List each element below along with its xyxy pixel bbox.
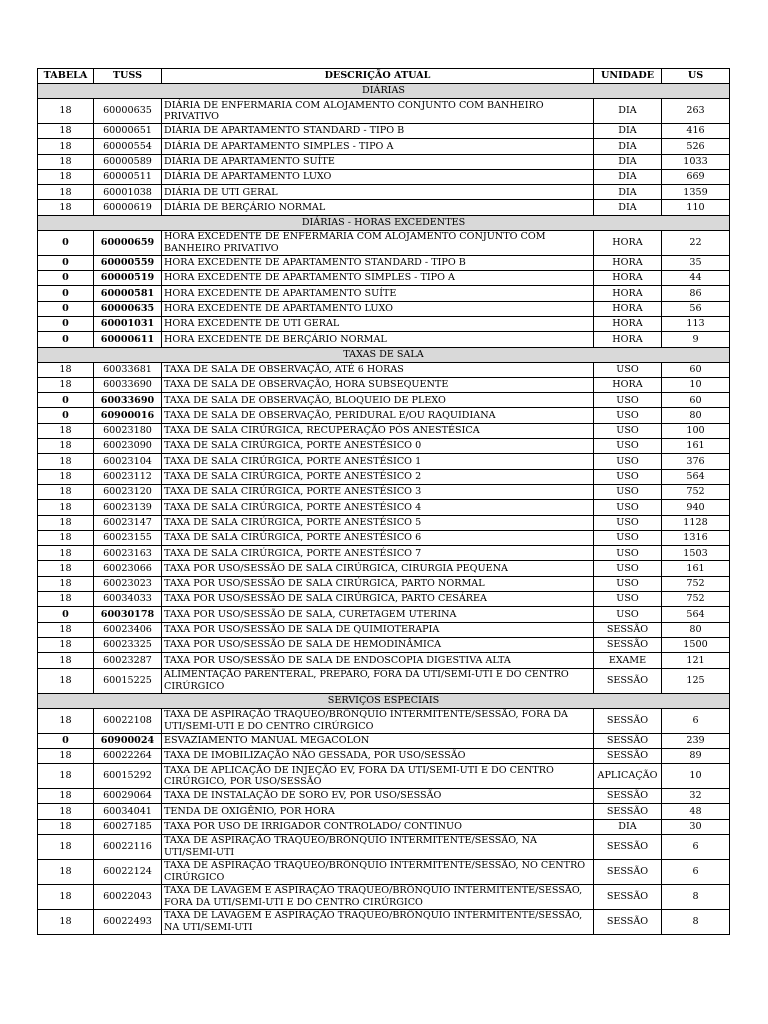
table-row [38, 819, 730, 834]
section-header-row [38, 347, 730, 362]
cell-us: 56 [662, 301, 730, 316]
cell-descricao: TAXA POR USO/SESSÃO DE SALA DE ENDOSCOPIA DIGESTIVA ALTA [162, 653, 594, 668]
cell-descricao: ESVAZIAMENTO MANUAL MEGACOLON [162, 733, 594, 748]
cell-tuss: 60023066 [94, 561, 162, 576]
cell-descricao: DIÁRIA DE ENFERMARIA COM ALOJAMENTO CONJUNTO COM BANHEIRO PRIVATIVO [162, 99, 594, 124]
table-row [38, 99, 730, 124]
cell-unidade: SESSÃO [594, 733, 662, 748]
cell-unidade: USO [594, 576, 662, 591]
table-row [38, 469, 730, 484]
cell-tuss: 60023120 [94, 484, 162, 499]
cell-descricao: DIÁRIA DE APARTAMENTO SIMPLES - TIPO A [162, 139, 594, 154]
cell-descricao: TAXA DE LAVAGEM E ASPIRAÇÃO TRAQUEO/BRÔNQUIO INTERMITENTE/SESSÃO, NA UTI/SEMI-UTI [162, 909, 594, 934]
cell-unidade: SESSÃO [594, 622, 662, 637]
cell-unidade: USO [594, 515, 662, 530]
cell-tuss: 60000635 [94, 99, 162, 124]
cell-tuss: 60034041 [94, 804, 162, 819]
cell-us: 564 [662, 469, 730, 484]
table-row [38, 607, 730, 622]
table-row [38, 393, 730, 408]
cell-tuss: 60033681 [94, 362, 162, 377]
cell-tuss: 60000611 [94, 332, 162, 347]
table-row [38, 530, 730, 545]
table-row [38, 124, 730, 139]
cell-descricao: TAXA DE ASPIRAÇÃO TRAQUEO/BRÔNQUIO INTERMITENTE/SESSÃO, FORA DA UTI/SEMI-UTI E DO CENTRO CIRÚRGICO [162, 708, 594, 733]
cell-tuss: 60030178 [94, 607, 162, 622]
header-us: US [662, 69, 730, 84]
cell-tabela: 0 [38, 607, 94, 622]
cell-tuss: 60029064 [94, 789, 162, 804]
cell-tabela: 18 [38, 592, 94, 607]
cell-us: 564 [662, 607, 730, 622]
cell-tabela: 0 [38, 271, 94, 286]
cell-descricao: TAXA DE SALA DE OBSERVAÇÃO, PERIDURAL E/OU RAQUIDIANA [162, 408, 594, 423]
cell-tabela: 18 [38, 653, 94, 668]
cell-tuss: 60023090 [94, 439, 162, 454]
cell-descricao: TAXA POR USO/SESSÃO DE SALA DE QUIMIOTERAPIA [162, 622, 594, 637]
cell-us: 526 [662, 139, 730, 154]
cell-descricao: TAXA DE ASPIRAÇÃO TRAQUEO/BRÔNQUIO INTERMITENTE/SESSÃO, NA UTI/SEMI-UTI [162, 834, 594, 859]
cell-unidade: SESSÃO [594, 909, 662, 934]
table-row [38, 834, 730, 859]
cell-descricao: TAXA POR USO/SESSÃO DE SALA DE HEMODINÂMICA [162, 637, 594, 652]
section-header-row [38, 693, 730, 708]
cell-descricao: DIÁRIA DE APARTAMENTO STANDARD - TIPO B [162, 124, 594, 139]
cell-tabela: 18 [38, 804, 94, 819]
table-row [38, 748, 730, 763]
cell-tabela: 0 [38, 301, 94, 316]
cell-unidade: USO [594, 530, 662, 545]
cell-descricao: TAXA DE SALA CIRÚRGICA, PORTE ANESTÉSICO 5 [162, 515, 594, 530]
cell-descricao: HORA EXCEDENTE DE APARTAMENTO SUÍTE [162, 286, 594, 301]
table-row [38, 169, 730, 184]
header-tuss: TUSS [94, 69, 162, 84]
cell-unidade: HORA [594, 286, 662, 301]
cell-us: 60 [662, 393, 730, 408]
cell-us: 60 [662, 362, 730, 377]
cell-unidade: EXAME [594, 653, 662, 668]
table-row [38, 316, 730, 331]
cell-descricao: TAXA DE SALA DE OBSERVAÇÃO, ATÉ 6 HORAS [162, 362, 594, 377]
cell-us: 161 [662, 561, 730, 576]
cell-tuss: 60000589 [94, 154, 162, 169]
cell-tabela: 0 [38, 733, 94, 748]
cell-unidade: USO [594, 469, 662, 484]
cell-unidade: SESSÃO [594, 668, 662, 693]
cell-us: 1503 [662, 546, 730, 561]
table-row [38, 804, 730, 819]
table-row [38, 484, 730, 499]
cell-us: 80 [662, 408, 730, 423]
table-row [38, 592, 730, 607]
cell-tuss: 60000511 [94, 169, 162, 184]
cell-descricao: TAXA DE SALA DE OBSERVAÇÃO, HORA SUBSEQUENTE [162, 377, 594, 392]
cell-us: 10 [662, 764, 730, 789]
cell-tabela: 18 [38, 834, 94, 859]
cell-tuss: 60022043 [94, 884, 162, 909]
cell-descricao: TAXA DE IMOBILIZAÇÃO NÃO GESSADA, POR USO/SESSÃO [162, 748, 594, 763]
table-row [38, 653, 730, 668]
section-title: DIÁRIAS [38, 84, 730, 99]
cell-us: 10 [662, 377, 730, 392]
table-row [38, 884, 730, 909]
table-row [38, 185, 730, 200]
cell-unidade: USO [594, 592, 662, 607]
cell-us: 35 [662, 255, 730, 270]
cell-tabela: 18 [38, 546, 94, 561]
cell-unidade: HORA [594, 377, 662, 392]
table-row [38, 708, 730, 733]
table-row [38, 909, 730, 934]
cell-tuss: 60023147 [94, 515, 162, 530]
cell-descricao: TAXA DE APLICAÇÃO DE INJEÇÃO EV, FORA DA UTI/SEMI-UTI E DO CENTRO CIRÚRGICO, POR USO/SESSÃO [162, 764, 594, 789]
cell-descricao: TAXA DE SALA CIRÚRGICA, PORTE ANESTÉSICO 1 [162, 454, 594, 469]
table-row [38, 515, 730, 530]
cell-tuss: 60001031 [94, 316, 162, 331]
cell-tuss: 60900024 [94, 733, 162, 748]
cell-tabela: 18 [38, 884, 94, 909]
cell-descricao: TAXA POR USO/SESSÃO DE SALA CIRÚRGICA, PARTO NORMAL [162, 576, 594, 591]
cell-us: 1128 [662, 515, 730, 530]
cell-tabela: 18 [38, 439, 94, 454]
cell-tabela: 18 [38, 362, 94, 377]
table-row [38, 286, 730, 301]
cell-descricao: HORA EXCEDENTE DE APARTAMENTO STANDARD - TIPO B [162, 255, 594, 270]
cell-tabela: 18 [38, 423, 94, 438]
section-title: DIÁRIAS - HORAS EXCEDENTES [38, 215, 730, 230]
table-row [38, 139, 730, 154]
cell-tuss: 60023139 [94, 500, 162, 515]
cell-tabela: 18 [38, 819, 94, 834]
cell-tabela: 18 [38, 484, 94, 499]
table-row [38, 200, 730, 215]
cell-unidade: SESSÃO [594, 804, 662, 819]
cell-tuss: 60023104 [94, 454, 162, 469]
table-row [38, 668, 730, 693]
table-row [38, 423, 730, 438]
cell-us: 1033 [662, 154, 730, 169]
cell-unidade: SESSÃO [594, 834, 662, 859]
cell-tuss: 60022493 [94, 909, 162, 934]
header-descricao: DESCRIÇÃO ATUAL [162, 69, 594, 84]
cell-unidade: HORA [594, 301, 662, 316]
cell-us: 9 [662, 332, 730, 347]
cell-tabela: 18 [38, 859, 94, 884]
cell-us: 110 [662, 200, 730, 215]
table-row [38, 230, 730, 255]
cell-us: 113 [662, 316, 730, 331]
section-title: TAXAS DE SALA [38, 347, 730, 362]
cell-tabela: 0 [38, 255, 94, 270]
cell-tuss: 60015225 [94, 668, 162, 693]
cell-tabela: 18 [38, 454, 94, 469]
cell-us: 22 [662, 230, 730, 255]
cell-tuss: 60022124 [94, 859, 162, 884]
cell-unidade: HORA [594, 230, 662, 255]
cell-us: 8 [662, 909, 730, 934]
cell-tabela: 18 [38, 764, 94, 789]
table-row [38, 733, 730, 748]
cell-us: 86 [662, 286, 730, 301]
cell-tabela: 0 [38, 316, 94, 331]
cell-tuss: 60023287 [94, 653, 162, 668]
cell-unidade: USO [594, 362, 662, 377]
table-row [38, 637, 730, 652]
cell-us: 100 [662, 423, 730, 438]
cell-descricao: TAXA POR USO/SESSÃO DE SALA, CURETAGEM UTERINA [162, 607, 594, 622]
cell-us: 44 [662, 271, 730, 286]
cell-unidade: SESSÃO [594, 859, 662, 884]
cell-tabela: 18 [38, 99, 94, 124]
table-row [38, 439, 730, 454]
cell-tabela: 18 [38, 576, 94, 591]
cell-tuss: 60034033 [94, 592, 162, 607]
cell-tabela: 18 [38, 185, 94, 200]
cell-tabela: 18 [38, 169, 94, 184]
table-row [38, 332, 730, 347]
cell-descricao: TAXA POR USO DE IRRIGADOR CONTROLADO/ CONTINUO [162, 819, 594, 834]
cell-unidade: DIA [594, 200, 662, 215]
cell-tuss: 60023180 [94, 423, 162, 438]
cell-tuss: 60033690 [94, 377, 162, 392]
cell-tuss: 60000519 [94, 271, 162, 286]
cell-unidade: HORA [594, 316, 662, 331]
table-row [38, 154, 730, 169]
cell-unidade: SESSÃO [594, 708, 662, 733]
cell-tuss: 60023406 [94, 622, 162, 637]
table-row [38, 561, 730, 576]
cell-tuss: 60000559 [94, 255, 162, 270]
cell-descricao: TAXA DE LAVAGEM E ASPIRAÇÃO TRAQUEO/BRÔNQUIO INTERMITENTE/SESSÃO, FORA DA UTI/SEMI-UTI E DO CENTRO CIRÚRGICO [162, 884, 594, 909]
cell-unidade: USO [594, 423, 662, 438]
cell-unidade: SESSÃO [594, 748, 662, 763]
table-row [38, 362, 730, 377]
cell-unidade: DIA [594, 169, 662, 184]
cell-unidade: USO [594, 393, 662, 408]
cell-tuss: 60033690 [94, 393, 162, 408]
cell-us: 1316 [662, 530, 730, 545]
cell-tabela: 18 [38, 909, 94, 934]
cell-tabela: 18 [38, 708, 94, 733]
cell-tabela: 0 [38, 230, 94, 255]
cell-unidade: DIA [594, 99, 662, 124]
cell-descricao: TAXA DE SALA CIRÚRGICA, PORTE ANESTÉSICO 4 [162, 500, 594, 515]
cell-unidade: HORA [594, 271, 662, 286]
table-row [38, 622, 730, 637]
cell-us: 376 [662, 454, 730, 469]
cell-tabela: 18 [38, 200, 94, 215]
cell-us: 48 [662, 804, 730, 819]
cell-unidade: USO [594, 484, 662, 499]
cell-unidade: DIA [594, 819, 662, 834]
cell-unidade: USO [594, 439, 662, 454]
cell-tabela: 18 [38, 124, 94, 139]
table-row [38, 764, 730, 789]
cell-descricao: HORA EXCEDENTE DE ENFERMARIA COM ALOJAMENTO CONJUNTO COM BANHEIRO PRIVATIVO [162, 230, 594, 255]
section-header-row [38, 84, 730, 99]
cell-unidade: DIA [594, 154, 662, 169]
cell-unidade: USO [594, 500, 662, 515]
cell-tuss: 60023325 [94, 637, 162, 652]
cell-us: 239 [662, 733, 730, 748]
cell-unidade: USO [594, 454, 662, 469]
cell-tuss: 60900016 [94, 408, 162, 423]
cell-unidade: USO [594, 607, 662, 622]
cell-tabela: 0 [38, 408, 94, 423]
cell-tabela: 0 [38, 286, 94, 301]
section-header-row [38, 215, 730, 230]
cell-tuss: 60027185 [94, 819, 162, 834]
cell-unidade: USO [594, 546, 662, 561]
cell-tuss: 60001038 [94, 185, 162, 200]
cell-us: 263 [662, 99, 730, 124]
cell-tuss: 60000659 [94, 230, 162, 255]
cell-descricao: TAXA POR USO/SESSÃO DE SALA CIRÚRGICA, CIRURGIA PEQUENA [162, 561, 594, 576]
cell-descricao: TENDA DE OXIGÊNIO, POR HORA [162, 804, 594, 819]
cell-tabela: 18 [38, 154, 94, 169]
section-title: SERVIÇOS ESPECIAIS [38, 693, 730, 708]
cell-us: 32 [662, 789, 730, 804]
table-row [38, 255, 730, 270]
cell-unidade: SESSÃO [594, 884, 662, 909]
cell-descricao: TAXA DE SALA CIRÚRGICA, PORTE ANESTÉSICO 2 [162, 469, 594, 484]
cell-tabela: 0 [38, 393, 94, 408]
cell-descricao: TAXA DE SALA CIRÚRGICA, PORTE ANESTÉSICO 0 [162, 439, 594, 454]
cell-descricao: DIÁRIA DE APARTAMENTO LUXO [162, 169, 594, 184]
cell-us: 121 [662, 653, 730, 668]
table-row [38, 271, 730, 286]
cell-tabela: 18 [38, 500, 94, 515]
cell-tabela: 18 [38, 561, 94, 576]
cell-tuss: 60000581 [94, 286, 162, 301]
cell-us: 752 [662, 592, 730, 607]
cell-us: 752 [662, 576, 730, 591]
cell-us: 89 [662, 748, 730, 763]
cell-descricao: DIÁRIA DE BERÇÁRIO NORMAL [162, 200, 594, 215]
cell-unidade: HORA [594, 255, 662, 270]
cell-tuss: 60000651 [94, 124, 162, 139]
cell-tabela: 18 [38, 377, 94, 392]
cell-unidade: DIA [594, 185, 662, 200]
table-row [38, 377, 730, 392]
cell-descricao: HORA EXCEDENTE DE APARTAMENTO LUXO [162, 301, 594, 316]
cell-unidade: DIA [594, 139, 662, 154]
table-row [38, 576, 730, 591]
cell-tabela: 18 [38, 139, 94, 154]
cell-descricao: DIÁRIA DE APARTAMENTO SUÍTE [162, 154, 594, 169]
cell-us: 1359 [662, 185, 730, 200]
cell-descricao: TAXA DE INSTALAÇÃO DE SORO EV, POR USO/SESSÃO [162, 789, 594, 804]
cell-descricao: TAXA DE SALA DE OBSERVAÇÃO, BLOQUEIO DE PLEXO [162, 393, 594, 408]
cell-tabela: 18 [38, 530, 94, 545]
header-tabela: TABELA [38, 69, 94, 84]
table-row [38, 301, 730, 316]
cell-unidade: SESSÃO [594, 789, 662, 804]
cell-tuss: 60000619 [94, 200, 162, 215]
cell-tuss: 60000554 [94, 139, 162, 154]
table-row [38, 408, 730, 423]
cell-unidade: USO [594, 408, 662, 423]
cell-us: 8 [662, 884, 730, 909]
cell-tuss: 60000635 [94, 301, 162, 316]
cell-us: 940 [662, 500, 730, 515]
cell-descricao: ALIMENTAÇÃO PARENTERAL, PREPARO, FORA DA UTI/SEMI-UTI E DO CENTRO CIRÚRGICO [162, 668, 594, 693]
cell-us: 125 [662, 668, 730, 693]
cell-tabela: 18 [38, 748, 94, 763]
cell-tabela: 0 [38, 332, 94, 347]
cell-tabela: 18 [38, 668, 94, 693]
table-row [38, 500, 730, 515]
cell-tabela: 18 [38, 622, 94, 637]
cell-descricao: TAXA DE SALA CIRÚRGICA, PORTE ANESTÉSICO 3 [162, 484, 594, 499]
cell-unidade: APLICAÇÃO [594, 764, 662, 789]
cell-descricao: TAXA DE SALA CIRÚRGICA, RECUPERAÇÃO PÓS ANESTÉSICA [162, 423, 594, 438]
cell-us: 6 [662, 834, 730, 859]
cell-us: 752 [662, 484, 730, 499]
cell-tabela: 18 [38, 469, 94, 484]
cell-us: 1500 [662, 637, 730, 652]
cell-unidade: USO [594, 561, 662, 576]
table-row [38, 789, 730, 804]
table-row [38, 546, 730, 561]
cell-us: 30 [662, 819, 730, 834]
cell-tuss: 60022108 [94, 708, 162, 733]
table-row [38, 859, 730, 884]
cell-descricao: HORA EXCEDENTE DE APARTAMENTO SIMPLES - TIPO A [162, 271, 594, 286]
cell-us: 669 [662, 169, 730, 184]
cell-tuss: 60022264 [94, 748, 162, 763]
table-body [38, 84, 730, 935]
cell-descricao: TAXA DE ASPIRAÇÃO TRAQUEO/BRÔNQUIO INTERMITENTE/SESSÃO, NO CENTRO CIRÚRGICO [162, 859, 594, 884]
cell-tuss: 60023023 [94, 576, 162, 591]
cell-tuss: 60022116 [94, 834, 162, 859]
price-table [37, 68, 730, 935]
cell-descricao: DIÁRIA DE UTI GERAL [162, 185, 594, 200]
cell-tabela: 18 [38, 789, 94, 804]
cell-tuss: 60023112 [94, 469, 162, 484]
cell-tuss: 60023155 [94, 530, 162, 545]
table-row [38, 454, 730, 469]
cell-us: 6 [662, 708, 730, 733]
cell-unidade: HORA [594, 332, 662, 347]
cell-us: 161 [662, 439, 730, 454]
cell-tuss: 60023163 [94, 546, 162, 561]
header-row [38, 69, 730, 84]
header-unidade: UNIDADE [594, 69, 662, 84]
cell-descricao: TAXA DE SALA CIRÚRGICA, PORTE ANESTÉSICO 7 [162, 546, 594, 561]
cell-descricao: HORA EXCEDENTE DE BERÇÁRIO NORMAL [162, 332, 594, 347]
cell-descricao: TAXA POR USO/SESSÃO DE SALA CIRÚRGICA, PARTO CESÁREA [162, 592, 594, 607]
cell-descricao: TAXA DE SALA CIRÚRGICA, PORTE ANESTÉSICO 6 [162, 530, 594, 545]
cell-tabela: 18 [38, 515, 94, 530]
cell-descricao: HORA EXCEDENTE DE UTI GERAL [162, 316, 594, 331]
cell-unidade: DIA [594, 124, 662, 139]
cell-tuss: 60015292 [94, 764, 162, 789]
cell-us: 6 [662, 859, 730, 884]
cell-tabela: 18 [38, 637, 94, 652]
cell-unidade: SESSÃO [594, 637, 662, 652]
cell-us: 416 [662, 124, 730, 139]
cell-us: 80 [662, 622, 730, 637]
